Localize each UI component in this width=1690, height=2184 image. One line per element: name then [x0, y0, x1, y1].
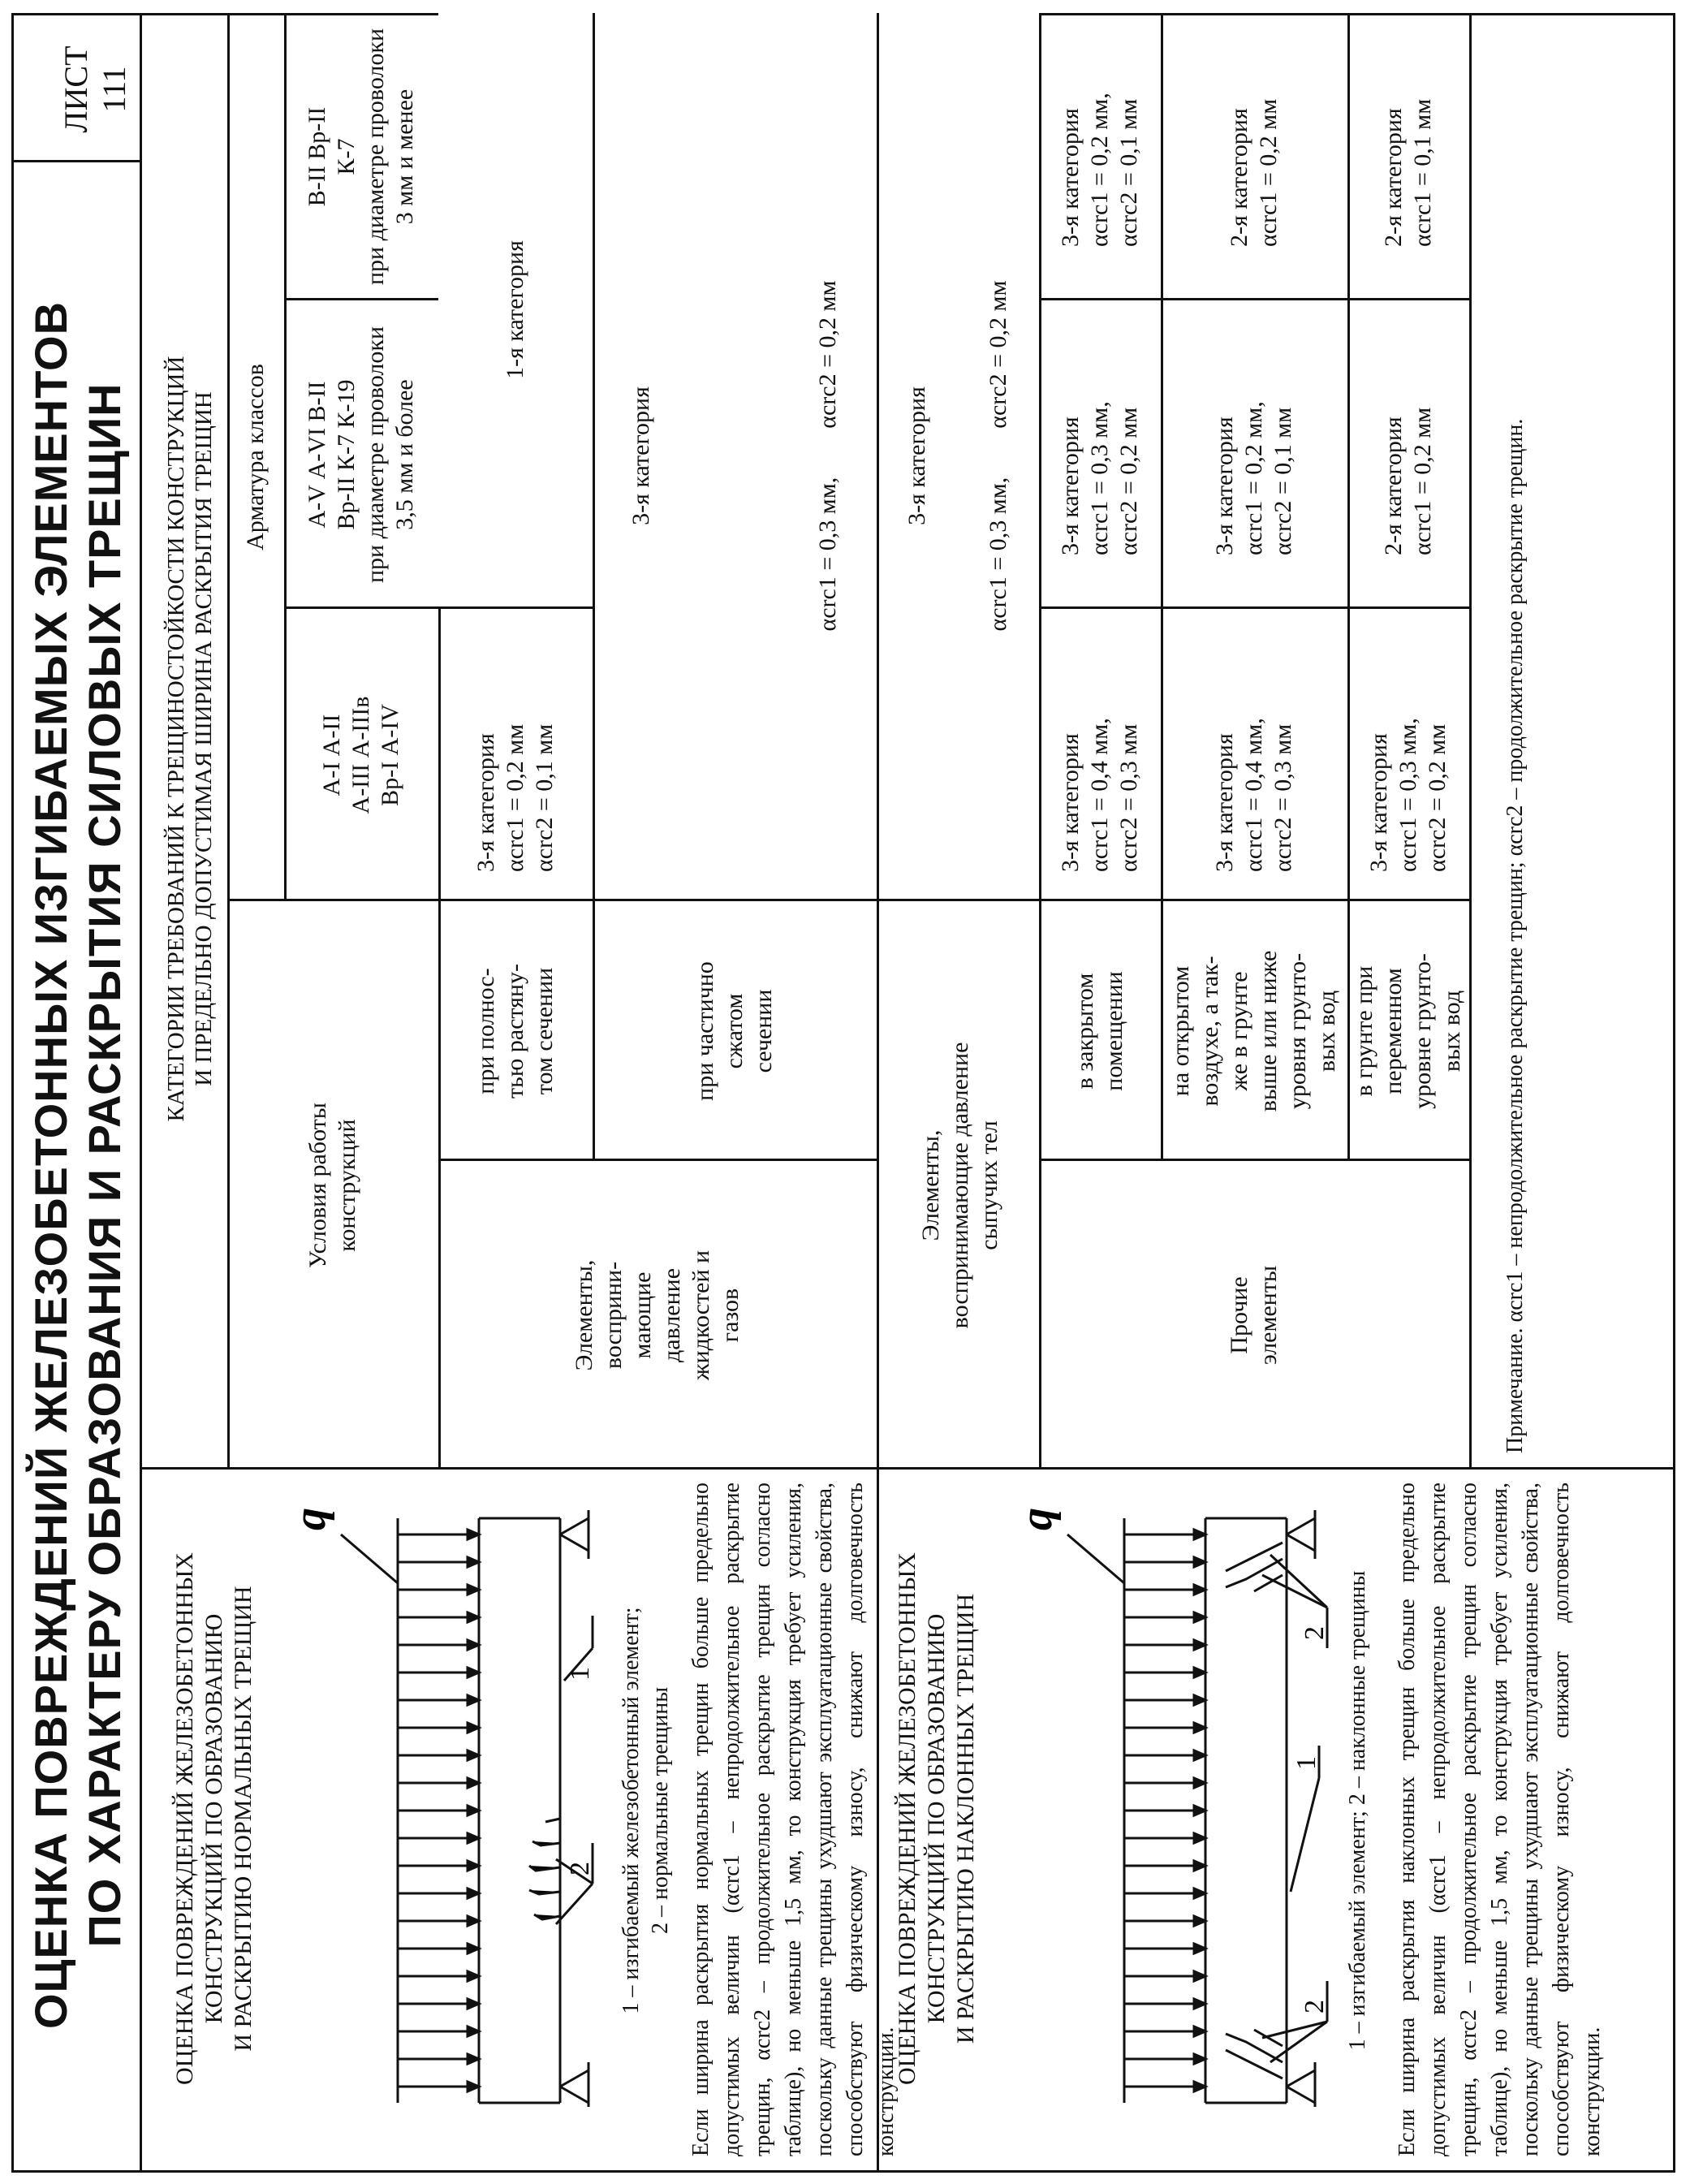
load-arrow-head [468, 1971, 479, 1981]
load-arrow-head [1194, 1612, 1205, 1622]
title-line-2: ПО ХАРАКТЕРУ ОБРАЗОВАНИЯ И РАСКРЫТИЯ СИЛОВЫХ ТРЕЩИН [79, 382, 130, 1948]
load-arrow-head [1194, 1778, 1205, 1788]
g1-row1-col23: 1-я категория [502, 240, 528, 379]
section2-paragraph: Если ширина раскрытия наклонных трещин больше предельно допустимых величин (αcrc1 – непродолжительное раскрытие трещин, αcrc2 – продолжительное раскрытие трещин согласно таблице), но меньше 1,5 мм, то конструкция требует усиления, поскольку данные трещины ухудшают эксплуатационные свойства, способствуют физическому износу, снижают долговечность конструкции. [1395, 1483, 1605, 2156]
load-arrow-head [1194, 2082, 1205, 2091]
section2-heading: ОЦЕНКА ПОВРЕЖДЕНИЙ ЖЕЛЕЗОБЕТОННЫХ КОНСТРУКЦИЙ ПО ОБРАЗОВАНИЮ И РАСКРЫТИЮ НАКЛОННЫХ ТРЕЩИН [894, 1552, 979, 2085]
g3-row3-col2: 2-я категория αcrc1 = 0,2 мм [1380, 407, 1436, 555]
section1-caption: 1 – изгибаемый железобетонный элемент; 2 – нормальные трещины [619, 1607, 673, 2014]
load-arrow-head [1194, 1999, 1205, 2009]
g2-category: 3-я категория [903, 386, 930, 525]
g3-row1-col2: 3-я категория αcrc1 = 0,3 мм, αcrc2 = 0,2 мм [1057, 401, 1142, 555]
load-arrow-head [1194, 1971, 1205, 1981]
g1-row2-values: αcrc1 = 0,3 мм, αcrc2 = 0,2 мм [814, 280, 841, 632]
load-arrow-head [468, 1695, 479, 1705]
g1-row2-category: 3-я категория [627, 386, 654, 525]
load-q-label: q [285, 1508, 335, 1530]
load-arrow-head [1194, 1668, 1205, 1677]
g1-row2-condition: при частично сжатом сечении [692, 961, 777, 1101]
g1-row1-col1: 3-я категория αcrc1 = 0,2 мм αcrc2 = 0,1 мм [472, 723, 558, 872]
load-q-label-2: q [1011, 1508, 1062, 1530]
load-arrow-head [468, 1778, 479, 1788]
load-arrow-head [468, 2082, 479, 2091]
load-arrow-head [1194, 1695, 1205, 1705]
load-arrow-head [468, 2026, 479, 2036]
g3-row3-condition: в грунте при переменном уровне грунто- вых вод [1351, 953, 1465, 1109]
mark-2-left: 2 [1300, 2000, 1330, 2014]
section1-paragraph: Если ширина раскрытия нормальных трещин больше предельно допустимых величин (αcrc1 – непродолжительное раскрытие трещин, αcrc2 – продолжительное раскрытие трещин согласно таблице), но меньше 1,5 мм, то конструкция требует усиления, поскольку данные трещины ухудшают эксплуатационные свойства, способствуют физическому износу, снижают долговечность конструкции. [688, 1483, 899, 2156]
load-arrow-head [468, 1557, 479, 1567]
load-arrow-head [468, 1750, 479, 1760]
section1-heading: ОЦЕНКА ПОВРЕЖДЕНИЙ ЖЕЛЕЗОБЕТОННЫХ КОНСТРУКЦИЙ ПО ОБРАЗОВАНИЮ И РАСКРЫТИЮ НОРМАЛЬНЫХ ТРЕЩИН [171, 1552, 257, 2085]
load-arrow-head [1194, 1888, 1205, 1898]
g3-row2-col2: 3-я категория αcrc1 = 0,2 мм, αcrc2 = 0,1 мм [1211, 401, 1296, 555]
load-arrow-head [468, 1723, 479, 1733]
load-arrow-head [468, 2054, 479, 2064]
load-arrow-head [1194, 1750, 1205, 1760]
load-arrow-head [1194, 1861, 1205, 1871]
g3-row1-condition: в закрытом помещении [1071, 971, 1127, 1091]
inclined-cracks-diagram [994, 1486, 1335, 2135]
load-arrow-head [1194, 1640, 1205, 1650]
sheet-number: ЛИСТ 111 [58, 45, 132, 133]
title-line-1: ОЦЕНКА ПОВРЕЖДЕНИЙ ЖЕЛЕЗОБЕТОННЫХ ИЗГИБАЕМЫХ ЭЛЕМЕНТОВ [25, 300, 76, 2030]
table-main-header: КАТЕГОРИИ ТРЕБОВАНИЙ К ТРЕЩИНОСТОЙКОСТИ КОНСТРУКЦИЙ И ПРЕДЕЛЬНО ДОПУСТИМАЯ ШИРИНА РАСКРЫТИЯ ТРЕЩИН [163, 356, 217, 1122]
load-arrow-head [1194, 1557, 1205, 1567]
load-arrow-head [1194, 2054, 1205, 2064]
g3-row2-col3: 2-я категория αcrc1 = 0,2 мм [1226, 98, 1282, 247]
g3-row1-col3: 3-я категория αcrc1 = 0,2 мм, αcrc2 = 0,1 мм [1057, 93, 1142, 247]
group3-label: Прочие элементы [1226, 1265, 1282, 1366]
load-arrow-head [468, 1612, 479, 1622]
armature-col-3: В-II Вр-II К-7 при диаметре проволоки 3 мм и менее [304, 28, 418, 286]
conditions-header: Условия работы конструкций [304, 1103, 360, 1268]
g3-row1-col1: 3-я категория αcrc1 = 0,4 мм, αcrc2 = 0,3 мм [1057, 718, 1142, 872]
load-arrow-head [1194, 2026, 1205, 2036]
g3-row2-condition: на открытом воздухе, а так- же в грунте выше или ниже уровня грунто- вых вод [1167, 950, 1340, 1112]
group1-label: Элементы, восприни- мающие давление жидкостей и газов [571, 1250, 744, 1381]
load-arrow-head [468, 1806, 479, 1815]
load-arrow-head [468, 1888, 479, 1898]
load-arrow-head [468, 1861, 479, 1871]
group2-label: Элементы, воспринимающие давление сыпучих тел [917, 1042, 1002, 1329]
load-arrow-head [1194, 1944, 1205, 1953]
load-arrow-head [468, 1999, 479, 2009]
load-arrow-head [468, 1668, 479, 1677]
mark-1: 1 [565, 1667, 595, 1681]
g1-row1-condition: при полнос- тью растяну- том сечении [472, 964, 558, 1098]
load-arrow-head [468, 1944, 479, 1953]
g3-row2-col1: 3-я категория αcrc1 = 0,4 мм, αcrc2 = 0,3 мм [1211, 718, 1296, 872]
section2-caption: 1 – изгибаемый элемент; 2 – наклонные трещины [1345, 1570, 1370, 2051]
mark-2-right: 2 [1300, 1626, 1330, 1640]
mark-1-2: 1 [1291, 1756, 1321, 1770]
g2-values: αcrc1 = 0,3 мм, αcrc2 = 0,2 мм [985, 280, 1011, 632]
g3-row3-col1: 3-я категория αcrc1 = 0,3 мм, αcrc2 = 0,2 мм [1365, 718, 1451, 872]
load-arrow-head [1194, 1585, 1205, 1595]
g3-row3-col3: 2-я категория αcrc1 = 0,1 мм [1380, 98, 1436, 247]
load-arrow-head [468, 1916, 479, 1926]
table-note: Примечание. αcrc1 – непродолжительное раскрытие трещин; αcrc2 – продолжительное раскрытие трещин. [1502, 418, 1528, 1453]
page-title [24, 179, 131, 2152]
load-arrow-head [468, 1530, 479, 1539]
load-arrow-head [468, 1833, 479, 1843]
armature-header: Арматура классов [242, 364, 269, 550]
load-arrow-head [468, 1585, 479, 1595]
armature-col-2: А-V А-VI В-II Вр-II К-7 К-19 при диаметре проволоки 3,5 мм и более [304, 326, 418, 584]
mark-2: 2 [565, 1862, 595, 1875]
load-arrow-head [468, 1640, 479, 1650]
load-arrow-head [1194, 1833, 1205, 1843]
load-arrow-head [1194, 1916, 1205, 1926]
armature-col-1: А-I А-II А-III А-IIIв Вр-I А-IV [318, 696, 403, 814]
load-arrow-head [1194, 1530, 1205, 1539]
normal-cracks-diagram [268, 1486, 609, 2135]
load-arrow-head [1194, 1806, 1205, 1815]
load-arrow-head [1194, 1723, 1205, 1733]
